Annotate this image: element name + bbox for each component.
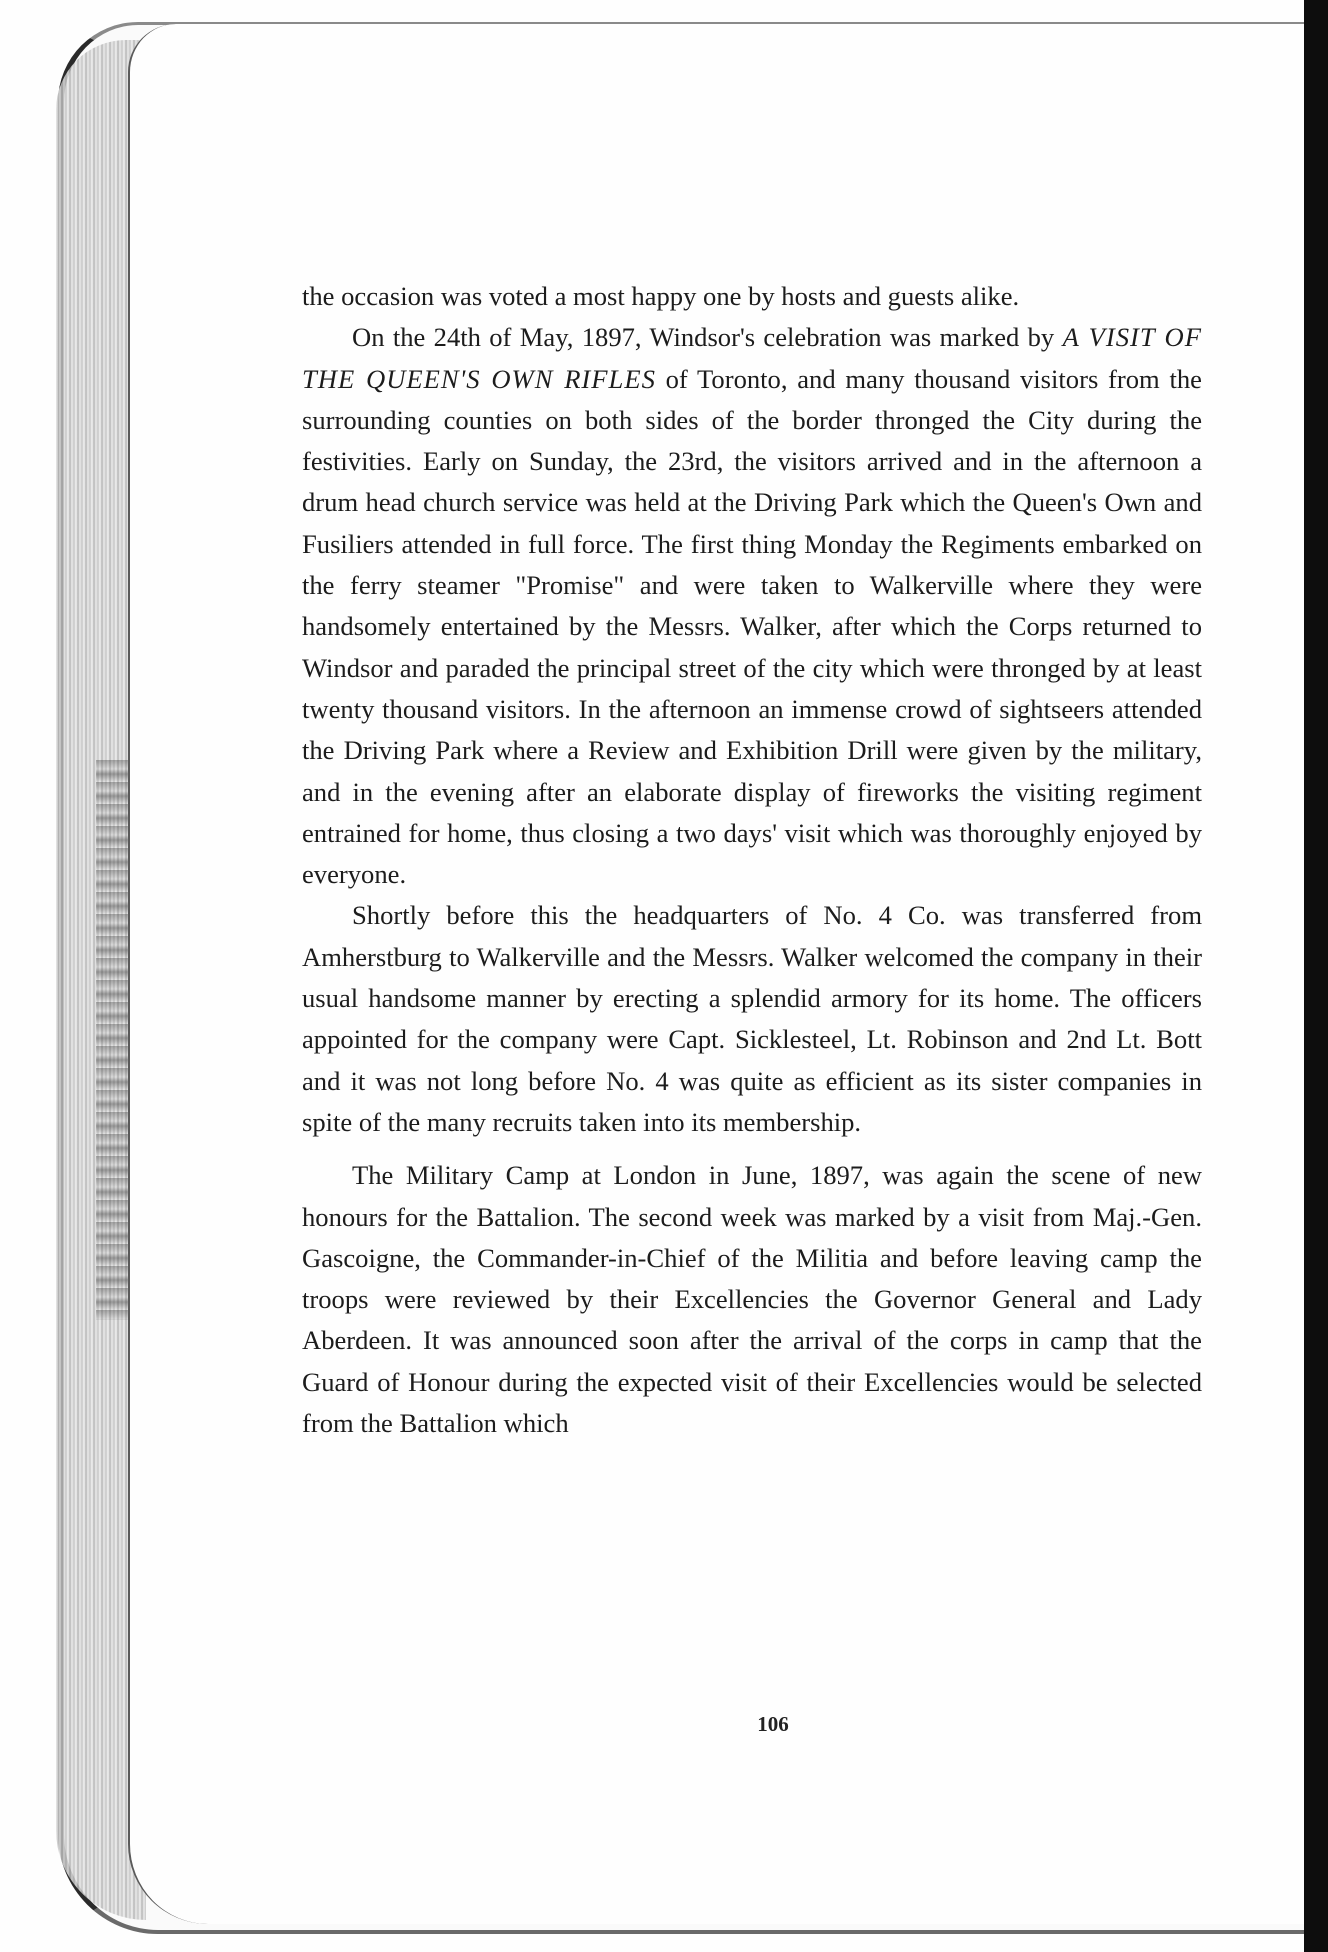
visit-heading-inline: A VISIT OF THE QUEEN'S OWN RIFLES bbox=[302, 322, 1202, 394]
scan-border bbox=[1304, 0, 1328, 1952]
paragraph-text-before: On the 24th of May, 1897, Windsor's celebration was marked by bbox=[352, 322, 1063, 353]
paragraph-london-camp: The Military Camp at London in June, 1897, was again the scene of new honours for the Battalion. The second week was marked by a visit from Maj.-Gen. Gascoigne, the Commander-in-Chief of the Militia and before leaving camp the troops were reviewed by their Excellencies the Governor General and Lady Aberdeen. It was announced soon after the arrival of the corps in camp that the Guard of Honour during the expected visit of their Excellencies would be selected from the Battalion which bbox=[302, 1160, 1202, 1439]
body-text bbox=[302, 276, 1202, 1444]
page-number: 106 bbox=[757, 1712, 789, 1736]
paragraph-continuation: the occasion was voted a most happy one by hosts and guests alike. bbox=[302, 281, 1020, 311]
paragraph-queens-own-visit bbox=[302, 317, 1202, 895]
paragraph-text-after: of Toronto, and many thousand visitors from the surrounding counties on both sides of the border thronged the City during the festivities. Early on Sunday, the 23rd, the visitors arrived and in the afternoon a drum head church service was held at the Driving Park which the Queen's Own and Fusiliers attended in full force. The first thing Monday the Regiments embarked on the ferry steamer "Promise" and were taken to Walkerville where they were handsomely entertained by the Messrs. Walker, after which the Corps returned to Windsor and paraded the principal street of the city which were thronged by at least twenty thousand visitors. In the afternoon an immense crowd of sightseers attended the Driving Park where a Review and Exhibition Drill were given by the military, and in the evening after an elaborate display of fireworks the visiting regiment entrained for home, thus closing a two days' visit which was thoroughly enjoyed by everyone. bbox=[302, 363, 1202, 890]
paragraph-no4-company: Shortly before this the headquarters of No. 4 Co. was transferred from Amherstburg to Walkerville and the Messrs. Walker welcomed the company in their usual handsome manner by erecting a splendid armory for its home. The officers appointed for the company were Capt. Sicklesteel, Lt. Robinson and 2nd Lt. Bott and it was not long before No. 4 was quite as efficient as its sister companies in spite of the many recruits taken into its membership. bbox=[302, 900, 1202, 1137]
